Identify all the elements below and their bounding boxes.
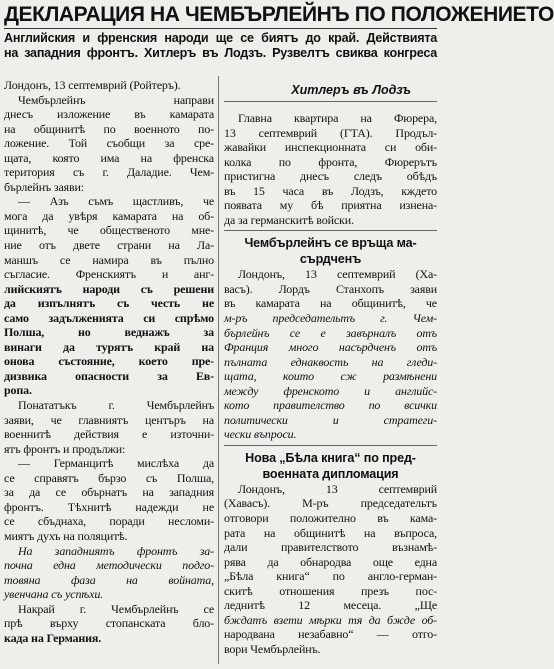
article-line: бърлейнъ се е завърналъ отъ [224,325,437,340]
article-line: Лондонъ, 13 септемврий (Ха- [238,267,437,282]
article-line: онова състояние, което пре- [4,354,214,369]
article-line: вори Чембърлейнъ. [224,641,321,656]
article-line: фронтъ. Тѣхнитѣ надежди не [4,499,214,514]
article-line: пристигна днесъ следъ обѣдъ [224,169,437,184]
article-line: рява да обнародва още една [224,554,437,569]
article-line: Главна квартира на Фюрера, [238,111,437,125]
article-line: дизвика опасности за Ев- [4,368,214,383]
article-line: винаги да турятъ край на [4,339,214,354]
article-line: (Хавасъ). М-ръ председательтъ [224,496,437,511]
article-line: да изпълнятъ съ честь не [4,296,214,311]
article-line: за да се обърнатъ на западния [4,485,214,500]
section-rule [224,230,437,231]
section-heading: сърдченъ [299,252,362,267]
article-line: „Бѣла книга“ по англо-герман- [224,569,437,584]
article-column-left [4,78,214,645]
article-line: м-ръ председательтъ г. Чем- [224,311,437,326]
article-line: Накрай г. Чембърлейнъ се [18,601,214,616]
article-line: чески въпроси. [224,427,297,442]
section-heading: Чембърлейнъ се връща ма- [244,236,417,251]
article-line: почна една методически подго- [4,558,214,573]
article-line: Чембърлейнъ направи [18,92,214,107]
article-line: бждатъ взети мѣрки тя да бжде об- [224,612,437,627]
article-line: появата му бѣ приятна изнена- [224,198,437,213]
article-line: военнитѣ действия е източни- [4,427,214,442]
headline: ДЕКЛАРАЦИЯ НА ЧЕМБЪРЛЕЙНЪ ПО ПОЛОЖЕНИЕТО [4,2,437,29]
article-line: въ камарата на общинитѣ, че [224,296,437,311]
article-line: На западниятъ фронтъ за- [18,543,214,558]
subhead-line-1: Английския и френския народи ще се биятъ до край. Действията [4,31,437,45]
article-line: пълната еднаквость на гледи- [224,354,437,369]
article-line: да за германскитѣ войски. [224,212,354,227]
article-line: бърлейнъ заяви: [4,179,84,194]
article-line: кото правителство по всички [224,398,437,413]
article-line: съгласие. Френскиятъ и анг- [4,267,214,282]
article-line: лийскиятъ народи съ решени [4,281,214,296]
article-line: рата на общинитѣ на въпроса, [224,525,437,540]
article-line: мога да увѣря камарата на об- [4,208,214,223]
article-line: прѣ върху стопанската бло- [4,616,214,631]
article-line: Лондонъ, 13 септемврий [238,481,437,496]
article-line: васъ). Лордъ Станхопъ заяви [224,281,437,296]
right-column-heading [224,82,437,106]
article-line: увенчана съ успѣхи. [4,587,104,602]
article-line: ропа. [4,383,32,398]
article-line: леднитѣ 12 месеца. „Ще [224,598,437,613]
section-rule [224,445,437,446]
article-line: колка по фронта, Фюрерътъ [224,154,437,169]
article-line: между френското и английс- [224,383,437,398]
subhead-line-2: на западния фронтъ. Хитлеръ въ Лодзъ. Рузвелтъ свиква конгреса [4,46,437,60]
article-line: Полша, но веднажъ за [4,325,214,340]
article-line: ние отъ двете страни на Ла- [4,238,214,253]
section-heading: военната дипломация [262,466,399,481]
article-line: Понататъкъ г. Чембърлейнъ [18,398,214,413]
article-line: народвана незабавно“ — отго- [224,627,437,642]
heading-rule [224,101,437,102]
article-line: — Азъ съмъ щастливъ, че [18,194,214,209]
article-line: се справятъ бързо съ Полша, [4,470,214,485]
article-line: на общинитѣ по военното по- [4,121,214,136]
article-line: Лондонъ, 13 септемврий (Ройтеръ). [4,78,181,92]
article-line: заяви, че главниятъ центъръ на [4,412,214,427]
article-line: територия съ г. Даладие. Чем- [4,165,214,180]
article-line: када на Германия. [4,630,102,645]
article-column-right [224,111,437,657]
article-line: товяна фаза на войната, [4,572,214,587]
article-line: щата, която има на френска [4,150,214,165]
article-line: жавайки инспекционната си оби- [224,140,437,155]
article-line: маншъ се намира въ пълно [4,252,214,267]
article-line: 13 септемврий (ГТА). Продъл- [224,125,437,140]
article-line: — Германцитѣ мислѣха да [18,456,214,471]
article-line: ложение. Той съобщи за сре- [4,136,214,151]
article-line: миятъ духъ на поляцитѣ. [4,528,128,543]
article-line: се сбъднаха, поради несломи- [4,514,214,529]
article-line: Франция много насърдченъ отъ [224,340,437,355]
column-divider [218,76,219,664]
article-line: днесъ изложение въ камарата [4,107,214,122]
section-heading: Нова „Бѣла книга“ по пред- [245,450,416,465]
article-line: въ 15 часа въ Лодзъ, кждето [224,183,437,198]
article-line: дали правителството възнамѣ- [224,540,437,555]
subheadline [4,31,437,61]
hitler-lodz-heading: Хитлеръ въ Лодзъ [291,83,411,97]
article-line: отговори положително въ кама- [224,511,437,526]
article-line: щинитѣ, че общественото мне- [4,223,214,238]
article-line: само задълженията си спрѣмо [4,310,214,325]
article-line: ятъ фронтъ и продължи: [4,441,126,456]
article-line: скитѣ отношения презъ пос- [224,583,437,598]
article-line: щата, които сж размѣнени [224,369,437,384]
article-line: политически и стратеги- [224,412,437,427]
